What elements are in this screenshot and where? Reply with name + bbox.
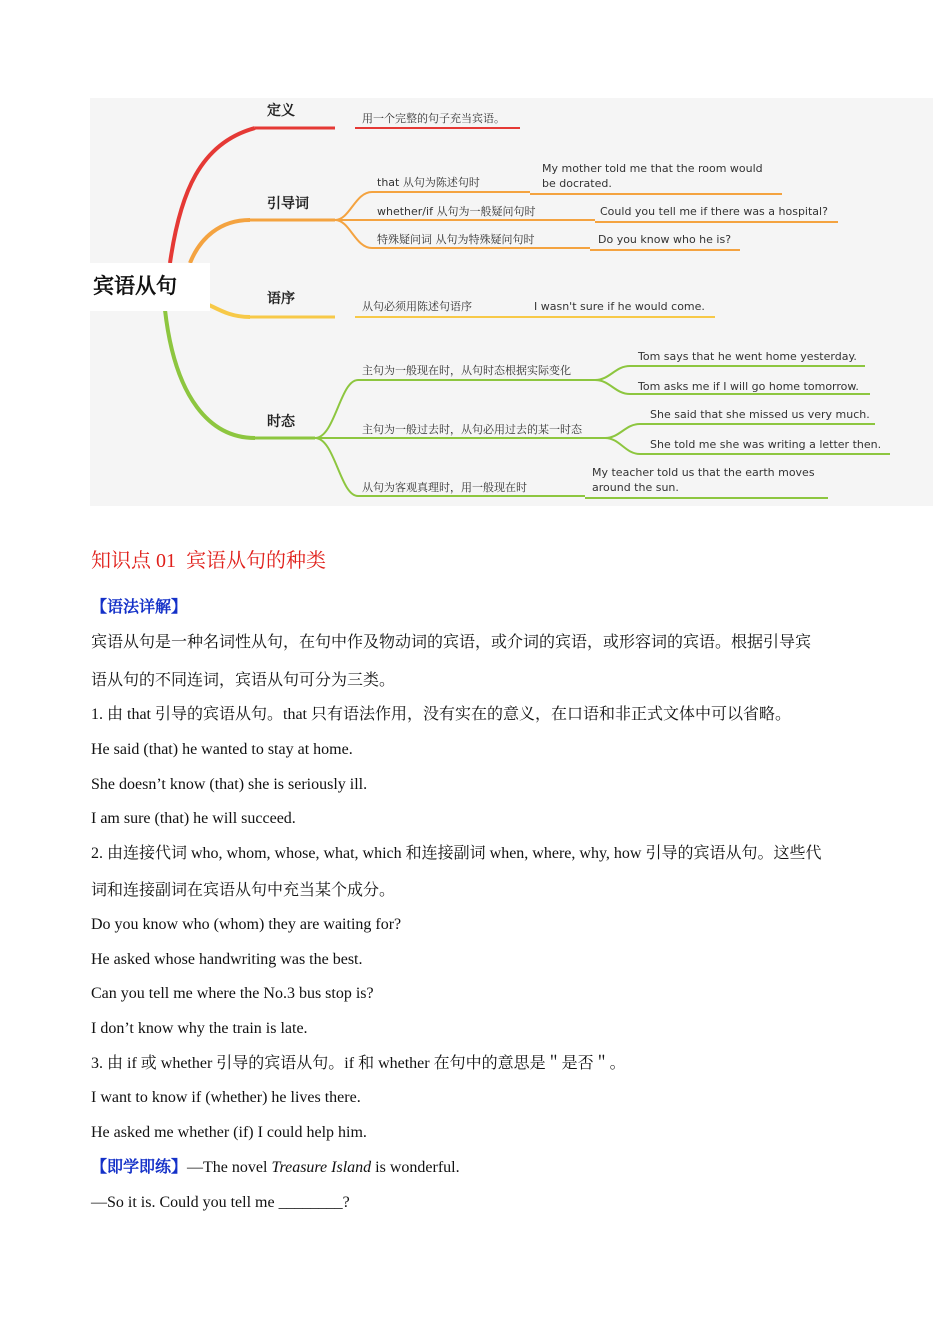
grammar-point2-line1: 2. 由连接代词 who, whom, whose, what, which 和连接副词 when, where, why, how 引导的宾语从句。这些代 — [91, 845, 822, 862]
practice-line2: —So it is. Could you tell me ________? — [91, 1194, 350, 1211]
grammar-point3: 3. 由 if 或 whether 引导的宾语从句。if 和 whether 在句中的意思是＂是否＂。 — [91, 1055, 626, 1072]
connector-tense-2b — [605, 438, 640, 454]
point2-example-3: Can you tell me where the No.3 bus stop is? — [91, 985, 374, 1002]
branch-label-word-order: 语序 — [267, 291, 295, 307]
branch-line-connectives — [190, 220, 250, 263]
example-word-order: I wasn't sure if he would come. — [534, 300, 705, 313]
practice-line1 — [91, 1158, 460, 1178]
grammar-intro-line2: 语从句的不同连词，宾语从句可分为三类。 — [91, 672, 396, 689]
rule-whether: whether/if 从句为一般疑问句时 — [377, 205, 536, 218]
practice-heading: 【即学即练】 — [91, 1159, 188, 1176]
rule-wh: 特殊疑问词 从句为特殊疑问句时 — [377, 233, 535, 246]
point3-example-2: He asked me whether (if) I could help him. — [91, 1124, 367, 1141]
example-tense-2b: She told me she was writing a letter then. — [650, 438, 882, 451]
definition-text: 用一个完整的句子充当宾语。 — [362, 112, 505, 125]
rule-tense-3: 从句为客观真理时，用一般现在时 — [362, 481, 527, 494]
point1-example-2: She doesn’t know (that) she is seriously ill. — [91, 776, 368, 793]
connector-tense-3 — [315, 438, 358, 496]
root-node-label: 宾语从句 — [93, 274, 177, 298]
example-tense-3-line2: around the sun. — [592, 481, 679, 494]
book-title: Treasure Island — [271, 1159, 372, 1176]
example-whether: Could you tell me if there was a hospital? — [600, 205, 828, 218]
mind-map-diagram — [90, 98, 933, 506]
point2-example-4: I don’t know why the train is late. — [91, 1020, 308, 1037]
grammar-intro-line1: 宾语从句是一种名词性从句，在句中作及物动词的宾语，或介词的宾语，或形容词的宾语。根据引导宾 — [91, 634, 812, 651]
connector-tense-2a — [605, 424, 640, 438]
example-tense-1a: Tom says that he went home yesterday. — [638, 350, 857, 363]
point1-example-3: I am sure (that) he will succeed. — [91, 810, 296, 827]
connector-that — [335, 192, 372, 220]
grammar-heading: 【语法详解】 — [91, 599, 188, 616]
practice-line1-pre: —The novel — [187, 1159, 272, 1176]
point3-example-1: I want to know if (whether) he lives there. — [91, 1089, 361, 1106]
branch-line-tense — [165, 310, 255, 438]
mind-map — [90, 98, 933, 506]
practice-line1-post: is wonderful. — [371, 1159, 460, 1176]
grammar-heading-line — [91, 598, 187, 618]
rule-word-order: 从句必须用陈述句语序 — [362, 300, 472, 313]
rule-tense-1: 主句为一般现在时，从句时态根据实际变化 — [362, 364, 571, 377]
rule-that: that 从句为陈述句时 — [377, 176, 480, 189]
grammar-point2-line2: 词和连接副词在宾语从句中充当某个成分。 — [91, 882, 396, 899]
point1-example-1: He said (that) he wanted to stay at home. — [91, 741, 353, 758]
example-that-line1: My mother told me that the room would — [542, 162, 763, 175]
branch-label-definition: 定义 — [267, 103, 295, 119]
example-tense-1b: Tom asks me if I will go home tomorrow. — [638, 380, 859, 393]
connector-tense-1 — [315, 380, 358, 438]
rule-tense-2: 主句为一般过去时，从句必用过去的某一时态 — [362, 423, 582, 436]
example-that-line2: be docrated. — [542, 177, 612, 190]
branch-label-tense: 时态 — [267, 414, 295, 430]
branch-label-connectives: 引导词 — [267, 196, 309, 212]
connector-tense-1a — [595, 366, 630, 380]
branch-line-definition — [170, 128, 255, 263]
connector-tense-1b — [595, 380, 630, 394]
point2-example-1: Do you know who (whom) they are waiting for? — [91, 916, 402, 933]
point2-example-2: He asked whose handwriting was the best. — [91, 951, 363, 968]
example-tense-2a: She said that she missed us very much. — [650, 408, 870, 421]
example-tense-3-line1: My teacher told us that the earth moves — [592, 466, 815, 479]
example-wh: Do you know who he is? — [598, 233, 732, 246]
section-title: 知识点 01 宾语从句的种类 — [91, 550, 326, 572]
branch-line-word-order — [205, 303, 250, 317]
connector-wh — [335, 220, 372, 248]
grammar-point1: 1. 由 that 引导的宾语从句。that 只有语法作用，没有实在的意义，在口语和非正式文体中可以省略。 — [91, 706, 791, 723]
